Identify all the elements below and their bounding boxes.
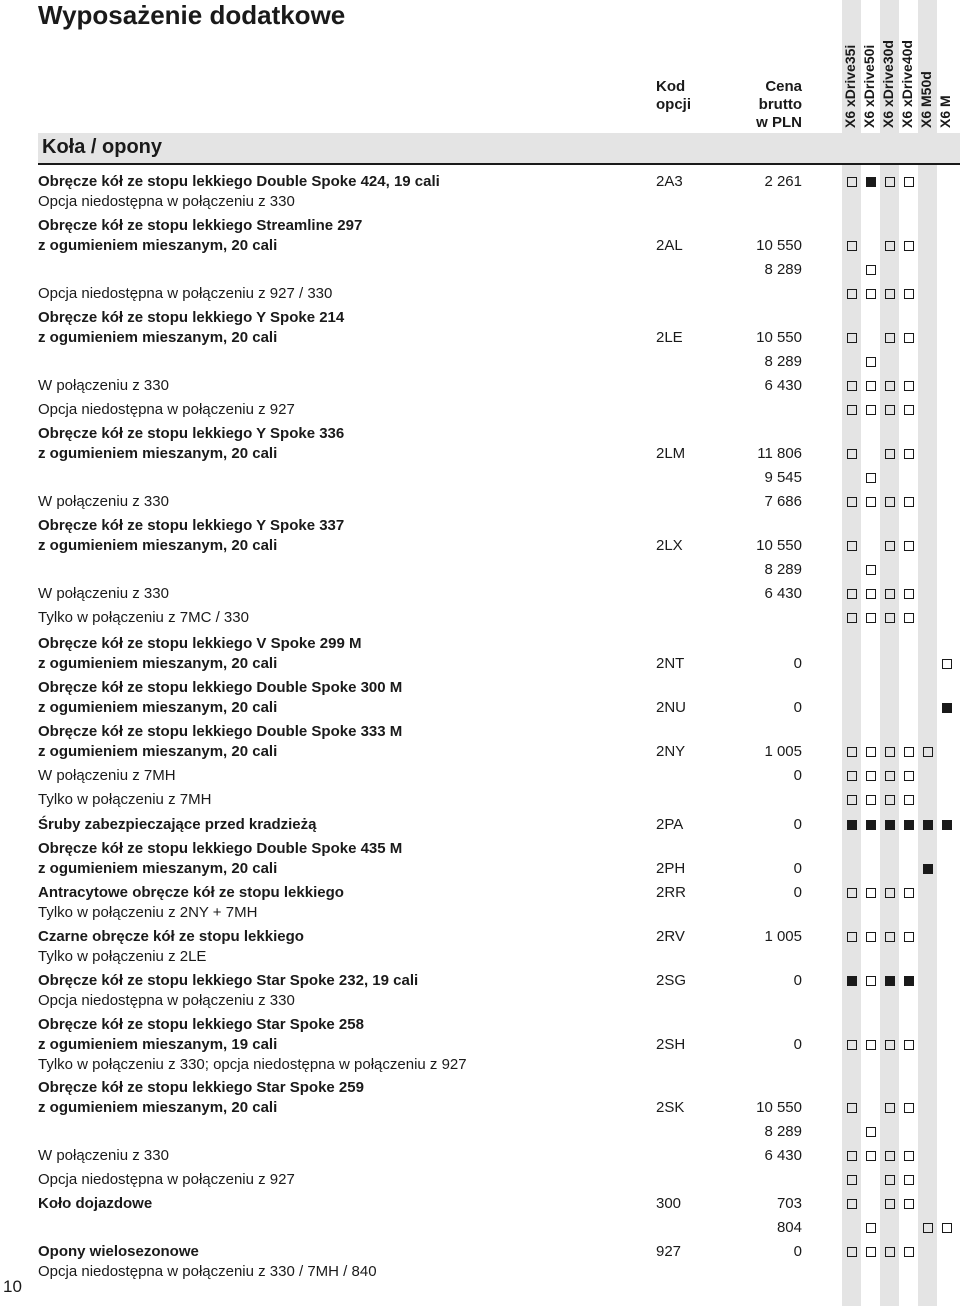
optional-equipment-marker: [866, 976, 876, 986]
option-description: Obręcze kół ze stopu lekkiego Double Spoke 435 M: [38, 840, 403, 857]
model-header: X6 xDrive30d: [880, 40, 896, 128]
table-row: [0, 839, 960, 859]
option-price: 1 005: [764, 928, 802, 945]
table-row: [0, 260, 960, 280]
option-description: Tylko w połączeniu z 7MH: [38, 791, 212, 808]
option-price: 6 430: [764, 585, 802, 602]
option-price: 6 430: [764, 377, 802, 394]
model-header: X6 M50d: [918, 71, 934, 128]
option-code: 2PA: [656, 816, 684, 833]
optional-equipment-marker: [847, 1199, 857, 1209]
table-row: [0, 172, 960, 192]
optional-equipment-marker: [847, 771, 857, 781]
optional-equipment-marker: [866, 1223, 876, 1233]
optional-equipment-marker: [866, 1247, 876, 1257]
option-description: z ogumieniem mieszanym, 20 cali: [38, 329, 278, 346]
optional-equipment-marker: [885, 795, 895, 805]
option-description: z ogumieniem mieszanym, 19 cali: [38, 1036, 278, 1053]
optional-equipment-marker: [866, 381, 876, 391]
optional-equipment-marker: [904, 795, 914, 805]
table-row: [0, 536, 960, 556]
optional-equipment-marker: [866, 589, 876, 599]
optional-equipment-marker: [866, 473, 876, 483]
model-header: X6 xDrive40d: [899, 40, 915, 128]
option-description: Obręcze kół ze stopu lekkiego V Spoke 299 M: [38, 635, 362, 652]
standard-equipment-marker: [885, 820, 895, 830]
option-description: Obręcze kół ze stopu lekkiego Y Spoke 337: [38, 517, 345, 534]
optional-equipment-marker: [847, 405, 857, 415]
option-description: z ogumieniem mieszanym, 20 cali: [38, 860, 278, 877]
table-row: [0, 991, 960, 1011]
optional-equipment-marker: [904, 289, 914, 299]
table-row: [0, 376, 960, 396]
option-price: 8 289: [764, 261, 802, 278]
optional-equipment-marker: [847, 589, 857, 599]
table-row: [0, 284, 960, 304]
table-row: [0, 400, 960, 420]
option-price: 10 550: [756, 329, 802, 346]
optional-equipment-marker: [866, 888, 876, 898]
option-description: W połączeniu z 330: [38, 493, 169, 510]
option-description: W połączeniu z 330: [38, 1147, 169, 1164]
option-description: Opcja niedostępna w połączeniu z 927: [38, 1171, 295, 1188]
table-row: [0, 1218, 960, 1238]
optional-equipment-marker: [866, 932, 876, 942]
option-description: Tylko w połączeniu z 330; opcja niedostępna w połączeniu z 927: [38, 1056, 467, 1073]
table-row: [0, 1242, 960, 1262]
optional-equipment-marker: [866, 265, 876, 275]
table-row: [0, 698, 960, 718]
table-row: [0, 516, 960, 536]
table-row: [0, 859, 960, 879]
table-row: [0, 1146, 960, 1166]
price-header-line: w PLN: [756, 114, 802, 131]
option-description: Opcja niedostępna w połączeniu z 330: [38, 992, 295, 1009]
optional-equipment-marker: [904, 1151, 914, 1161]
optional-equipment-marker: [885, 1103, 895, 1113]
table-row: [0, 444, 960, 464]
option-code: 927: [656, 1243, 682, 1260]
table-row: [0, 1122, 960, 1142]
option-price: 9 545: [764, 469, 802, 486]
option-price: 0: [793, 1243, 802, 1260]
option-price: 0: [793, 655, 802, 672]
optional-equipment-marker: [866, 613, 876, 623]
table-row: [0, 634, 960, 654]
optional-equipment-marker: [847, 747, 857, 757]
option-code: 2RV: [656, 928, 685, 945]
table-row: [0, 1170, 960, 1190]
optional-equipment-marker: [885, 333, 895, 343]
option-description: Opcja niedostępna w połączeniu z 927: [38, 401, 295, 418]
table-row: [0, 492, 960, 512]
table-row: [0, 216, 960, 236]
optional-equipment-marker: [847, 381, 857, 391]
optional-equipment-marker: [847, 1103, 857, 1113]
table-row: [0, 815, 960, 835]
option-price: 0: [793, 767, 802, 784]
optional-equipment-marker: [866, 747, 876, 757]
option-code: 2NT: [656, 655, 685, 672]
standard-equipment-marker: [904, 820, 914, 830]
code-header-line: Kod: [656, 78, 686, 95]
optional-equipment-marker: [885, 449, 895, 459]
option-description: Tylko w połączeniu z 2LE: [38, 948, 207, 965]
table-row: [0, 790, 960, 810]
option-description: Obręcze kół ze stopu lekkiego Y Spoke 214: [38, 309, 345, 326]
optional-equipment-marker: [904, 932, 914, 942]
optional-equipment-marker: [847, 1151, 857, 1161]
option-description: z ogumieniem mieszanym, 20 cali: [38, 699, 278, 716]
table-row: [0, 927, 960, 947]
optional-equipment-marker: [904, 333, 914, 343]
price-header-line: brutto: [758, 96, 802, 113]
standard-equipment-marker: [923, 864, 933, 874]
standard-equipment-marker: [866, 820, 876, 830]
option-code: 2NY: [656, 743, 686, 760]
table-row: [0, 1098, 960, 1118]
optional-equipment-marker: [847, 1247, 857, 1257]
optional-equipment-marker: [904, 1103, 914, 1113]
optional-equipment-marker: [866, 497, 876, 507]
table-row: [0, 308, 960, 328]
table-row: [0, 742, 960, 762]
table-row: [0, 328, 960, 348]
optional-equipment-marker: [904, 1199, 914, 1209]
option-price: 0: [793, 860, 802, 877]
table-row: [0, 1078, 960, 1098]
optional-equipment-marker: [904, 497, 914, 507]
optional-equipment-marker: [885, 241, 895, 251]
option-code: 2AL: [656, 237, 683, 254]
option-description: Obręcze kół ze stopu lekkiego Star Spoke 258: [38, 1016, 364, 1033]
option-code: 2PH: [656, 860, 686, 877]
optional-equipment-marker: [847, 497, 857, 507]
table-row: [0, 352, 960, 372]
table-row: [0, 971, 960, 991]
option-price: 10 550: [756, 237, 802, 254]
table-row: [0, 1055, 960, 1075]
option-price: 0: [793, 1036, 802, 1053]
optional-equipment-marker: [866, 1040, 876, 1050]
table-row: [0, 608, 960, 628]
table-row: [0, 1262, 960, 1282]
code-header-line: opcji: [656, 96, 692, 113]
table-row: [0, 947, 960, 967]
option-price: 804: [776, 1219, 802, 1236]
optional-equipment-marker: [904, 449, 914, 459]
optional-equipment-marker: [904, 1175, 914, 1185]
optional-equipment-marker: [866, 357, 876, 367]
optional-equipment-marker: [885, 497, 895, 507]
table-row: [0, 766, 960, 786]
option-description: W połączeniu z 330: [38, 585, 169, 602]
table-row: [0, 883, 960, 903]
optional-equipment-marker: [942, 659, 952, 669]
table-row: [0, 1035, 960, 1055]
option-description: Tylko w połączeniu z 7MC / 330: [38, 609, 249, 626]
optional-equipment-marker: [866, 565, 876, 575]
optional-equipment-marker: [885, 1199, 895, 1209]
optional-equipment-marker: [847, 449, 857, 459]
optional-equipment-marker: [866, 795, 876, 805]
option-description: z ogumieniem mieszanym, 20 cali: [38, 743, 278, 760]
option-description: z ogumieniem mieszanym, 20 cali: [38, 237, 278, 254]
optional-equipment-marker: [847, 1040, 857, 1050]
table-row: [0, 1015, 960, 1035]
option-code: 2LX: [656, 537, 683, 554]
option-price: 10 550: [756, 537, 802, 554]
optional-equipment-marker: [866, 289, 876, 299]
optional-equipment-marker: [847, 289, 857, 299]
option-description: Tylko w połączeniu z 2NY + 7MH: [38, 904, 258, 921]
optional-equipment-marker: [866, 771, 876, 781]
option-description: z ogumieniem mieszanym, 20 cali: [38, 537, 278, 554]
option-price: 0: [793, 816, 802, 833]
optional-equipment-marker: [847, 613, 857, 623]
option-price: 0: [793, 699, 802, 716]
section-title: Koła / opony: [42, 136, 162, 158]
option-price: 0: [793, 972, 802, 989]
option-description: Koło dojazdowe: [38, 1195, 153, 1212]
table-row: [0, 468, 960, 488]
standard-equipment-marker: [847, 820, 857, 830]
option-price: 8 289: [764, 353, 802, 370]
option-price: 703: [776, 1195, 802, 1212]
table-row: [0, 560, 960, 580]
table-row: [0, 236, 960, 256]
option-price: 10 550: [756, 1099, 802, 1116]
option-code: 2LE: [656, 329, 683, 346]
price-header-line: Cena: [765, 78, 802, 95]
model-header: X6 M: [937, 95, 953, 128]
optional-equipment-marker: [885, 932, 895, 942]
table-row: [0, 424, 960, 444]
optional-equipment-marker: [885, 381, 895, 391]
optional-equipment-marker: [847, 241, 857, 251]
standard-equipment-marker: [942, 703, 952, 713]
optional-equipment-marker: [885, 405, 895, 415]
table-row: [0, 903, 960, 923]
optional-equipment-marker: [885, 1175, 895, 1185]
optional-equipment-marker: [904, 888, 914, 898]
standard-equipment-marker: [904, 976, 914, 986]
option-description: Opcja niedostępna w połączeniu z 330 / 7MH / 840: [38, 1263, 377, 1280]
optional-equipment-marker: [847, 333, 857, 343]
option-code: 2LM: [656, 445, 686, 462]
option-description: Czarne obręcze kół ze stopu lekkiego: [38, 928, 304, 945]
standard-equipment-marker: [847, 976, 857, 986]
option-price: 1 005: [764, 743, 802, 760]
option-description: Obręcze kół ze stopu lekkiego Star Spoke 232, 19 cali: [38, 972, 419, 989]
table-row: [0, 584, 960, 604]
option-description: z ogumieniem mieszanym, 20 cali: [38, 1099, 278, 1116]
option-price: 8 289: [764, 1123, 802, 1140]
optional-equipment-marker: [847, 888, 857, 898]
optional-equipment-marker: [885, 613, 895, 623]
optional-equipment-marker: [885, 589, 895, 599]
optional-equipment-marker: [866, 1127, 876, 1137]
standard-equipment-marker: [866, 177, 876, 187]
option-description: Obręcze kół ze stopu lekkiego Double Spoke 333 M: [38, 723, 403, 740]
standard-equipment-marker: [885, 976, 895, 986]
optional-equipment-marker: [904, 177, 914, 187]
optional-equipment-marker: [866, 1151, 876, 1161]
optional-equipment-marker: [923, 1223, 933, 1233]
optional-equipment-marker: [904, 747, 914, 757]
optional-equipment-marker: [904, 589, 914, 599]
table-row: [0, 192, 960, 212]
option-code: 2SH: [656, 1036, 686, 1053]
optional-equipment-marker: [885, 747, 895, 757]
optional-equipment-marker: [904, 613, 914, 623]
optional-equipment-marker: [904, 1247, 914, 1257]
optional-equipment-marker: [847, 795, 857, 805]
optional-equipment-marker: [885, 541, 895, 551]
option-description: Obręcze kół ze stopu lekkiego Streamline 297: [38, 217, 363, 234]
option-description: Opcja niedostępna w połączeniu z 330: [38, 193, 295, 210]
optional-equipment-marker: [904, 541, 914, 551]
option-code: 2A3: [656, 173, 683, 190]
standard-equipment-marker: [942, 820, 952, 830]
optional-equipment-marker: [847, 1175, 857, 1185]
optional-equipment-marker: [847, 541, 857, 551]
table-row: [0, 654, 960, 674]
optional-equipment-marker: [885, 177, 895, 187]
option-code: 2SK: [656, 1099, 685, 1116]
model-header: X6 xDrive35i: [842, 44, 858, 128]
option-price: 2 261: [764, 173, 802, 190]
optional-equipment-marker: [904, 405, 914, 415]
option-price: 6 430: [764, 1147, 802, 1164]
option-description: Opony wielosezonowe: [38, 1243, 199, 1260]
option-code: 2SG: [656, 972, 687, 989]
option-code: 300: [656, 1195, 682, 1212]
option-price: 7 686: [764, 493, 802, 510]
table-row: [0, 1194, 960, 1214]
table-row: [0, 722, 960, 742]
model-header: X6 xDrive50i: [861, 44, 877, 128]
option-price: 0: [793, 884, 802, 901]
optional-equipment-marker: [942, 1223, 952, 1233]
optional-equipment-marker: [904, 241, 914, 251]
optional-equipment-marker: [885, 888, 895, 898]
option-description: z ogumieniem mieszanym, 20 cali: [38, 655, 278, 672]
option-description: W połączeniu z 330: [38, 377, 169, 394]
optional-equipment-marker: [885, 1247, 895, 1257]
optional-equipment-marker: [923, 747, 933, 757]
option-description: Obręcze kół ze stopu lekkiego Double Spoke 300 M: [38, 679, 403, 696]
option-description: Obręcze kół ze stopu lekkiego Double Spoke 424, 19 cali: [38, 173, 440, 190]
option-description: Śruby zabezpieczające przed kradzieżą: [38, 816, 317, 833]
optional-equipment-marker: [847, 177, 857, 187]
optional-equipment-marker: [866, 405, 876, 415]
option-description: Opcja niedostępna w połączeniu z 927 / 330: [38, 285, 333, 302]
page-number: 10: [3, 1277, 22, 1296]
option-description: Obręcze kół ze stopu lekkiego Star Spoke 259: [38, 1079, 364, 1096]
option-description: Antracytowe obręcze kół ze stopu lekkiego: [38, 884, 344, 901]
standard-equipment-marker: [923, 820, 933, 830]
table-row: [0, 678, 960, 698]
optional-equipment-marker: [885, 1040, 895, 1050]
optional-equipment-marker: [904, 381, 914, 391]
option-price: 8 289: [764, 561, 802, 578]
page-title: Wyposażenie dodatkowe: [38, 0, 346, 30]
optional-equipment-marker: [847, 932, 857, 942]
optional-equipment-marker: [885, 289, 895, 299]
optional-equipment-marker: [885, 1151, 895, 1161]
option-price: 11 806: [757, 445, 802, 462]
option-code: 2NU: [656, 699, 687, 716]
optional-equipment-marker: [904, 771, 914, 781]
option-code: 2RR: [656, 884, 687, 901]
option-description: Obręcze kół ze stopu lekkiego Y Spoke 336: [38, 425, 345, 442]
optional-equipment-marker: [904, 1040, 914, 1050]
option-description: z ogumieniem mieszanym, 20 cali: [38, 445, 278, 462]
option-description: W połączeniu z 7MH: [38, 767, 176, 784]
optional-equipment-marker: [885, 771, 895, 781]
